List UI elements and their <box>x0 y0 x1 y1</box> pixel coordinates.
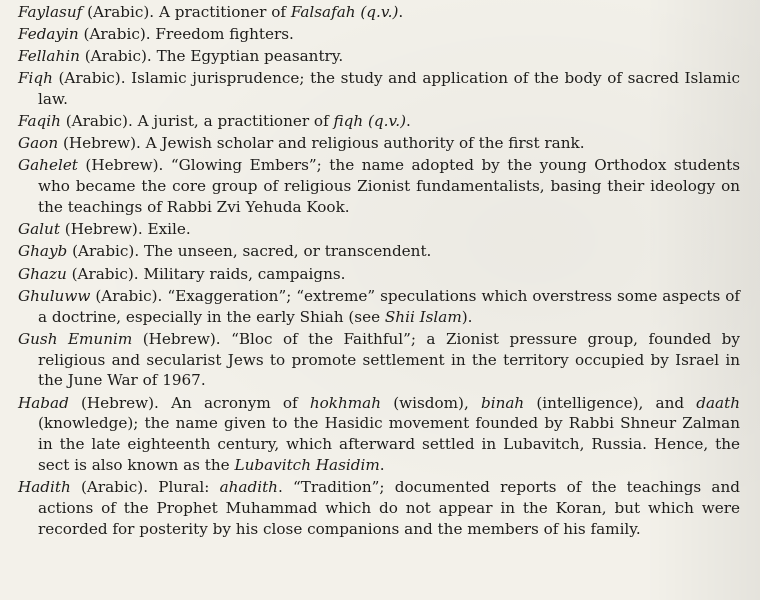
glossary-definition-text: “Exaggeration”; “extreme” speculations which overstress some aspects of a doctrine, especially in the early Shiah (see <box>38 286 741 326</box>
glossary-definition-text: “Glowing Embers”; the name adopted by the young Orthodox students who became the core group of religious Zionist fundamentalists, basing their ideology on the teachings of Rabbi Zvi Yehuda Kook. <box>38 156 740 217</box>
glossary-entry <box>18 155 740 218</box>
glossary-language: (Arabic). <box>78 25 156 44</box>
glossary-definition-text: (knowledge); the name given to the Hasidic movement founded by Rabbi Shneur Zalman in the late eighteenth century, which afterward settled in Lubavitch, Russia. Hence, the sect is also known as the <box>38 414 740 475</box>
glossary-language: (Hebrew). <box>58 134 146 153</box>
glossary-term: Fedayin <box>18 25 79 44</box>
glossary-entry <box>18 393 740 477</box>
glossary-definition-text: A Jewish scholar and religious authority of the first rank. <box>145 134 585 153</box>
glossary-language: (Arabic). <box>66 264 144 283</box>
glossary-term: Ghazu <box>18 264 67 283</box>
glossary-term: Ghuluww <box>18 286 91 305</box>
glossary-definition-text: The unseen, sacred, or transcendent. <box>143 242 432 261</box>
glossary-language: (Arabic). <box>67 242 144 261</box>
glossary-definition-text: A practitioner of <box>158 3 291 21</box>
glossary-definition-text: “Bloc of the Faithful”; a Zionist pressure group, founded by religious and secularist Jews to promote settlement in the territory occupied by Israel in the June War of 1967. <box>38 329 740 390</box>
glossary-definition-text: Plural: <box>158 478 220 497</box>
glossary-term: Faqih <box>18 112 61 131</box>
glossary-entry <box>18 46 740 67</box>
glossary-entry <box>18 219 740 240</box>
glossary-term: Gush Emunim <box>18 329 133 348</box>
glossary-language: (Arabic). <box>82 3 159 21</box>
glossary-definition-text: The Egyptian peasantry. <box>156 47 344 66</box>
glossary-definition-text: An acronym of <box>171 393 310 412</box>
glossary-definition-text: . <box>406 112 411 131</box>
glossary-language: (Hebrew). <box>59 220 148 239</box>
glossary-term: Habad <box>18 393 69 412</box>
glossary-entry <box>18 329 740 392</box>
glossary-language: (Hebrew). <box>68 393 172 412</box>
glossary-entry <box>18 68 740 110</box>
glossary-language: (Arabic). <box>90 286 168 305</box>
glossary-italic-text: fiqh (q.v.) <box>333 112 406 131</box>
glossary-entry <box>18 477 740 540</box>
glossary-italic-text: daath <box>696 393 740 412</box>
glossary-italic-text: Falsafah (q.v.) <box>290 3 399 21</box>
glossary-language: (Arabic). <box>79 47 157 66</box>
glossary-definition-text: A jurist, a practitioner of <box>137 112 334 131</box>
glossary-term: Hadith <box>18 478 71 497</box>
glossary-entry <box>18 24 740 45</box>
glossary-entry <box>18 133 740 154</box>
glossary-entry <box>18 241 740 262</box>
glossary-definition-text: (intelligence), and <box>524 393 697 412</box>
glossary-term: Fiqh <box>18 69 53 88</box>
glossary-definition-text: Freedom fighters. <box>155 25 294 44</box>
glossary-term: Gahelet <box>18 156 78 175</box>
glossary-definition-text: . <box>379 456 385 475</box>
glossary-definition-text: . “Tradition”; documented reports of the teachings and actions of the Prophet Muhammad which do not appear in the Koran, but which were recorded for posterity by his close companions and the members of his family. <box>38 478 740 539</box>
glossary-language: (Arabic). <box>60 112 138 131</box>
glossary-definition-text: ). <box>461 307 473 326</box>
glossary-language: (Arabic). <box>70 478 159 497</box>
glossary-entry <box>18 286 740 328</box>
glossary-term: Faylasuf <box>18 3 83 21</box>
glossary-entry <box>18 264 740 285</box>
glossary-italic-text: binah <box>480 393 525 412</box>
glossary-definition-text: (wisdom), <box>381 393 481 412</box>
glossary-term: Ghayb <box>18 242 68 261</box>
glossary-italic-text: Shii Islam <box>384 307 462 326</box>
glossary-italic-text: Lubavitch Hasidim <box>234 456 380 475</box>
glossary-definition-text: Exile. <box>147 220 191 239</box>
glossary-definition-text: Islamic jurisprudence; the study and application of the body of sacred Islamic law. <box>38 69 741 109</box>
glossary-language: (Hebrew). <box>77 156 171 175</box>
glossary-definition-text: . <box>398 3 404 21</box>
glossary-list <box>18 2 740 541</box>
glossary-language: (Hebrew). <box>132 329 232 348</box>
glossary-italic-text: hokhmah <box>309 393 382 412</box>
glossary-term: Galut <box>18 220 60 239</box>
glossary-italic-text: ahadith <box>219 478 278 497</box>
glossary-definition-text: Military raids, campaigns. <box>143 264 346 283</box>
glossary-term: Fellahin <box>18 47 80 66</box>
glossary-entry <box>18 2 740 23</box>
glossary-entry <box>18 111 740 132</box>
glossary-language: (Arabic). <box>52 69 132 88</box>
glossary-term: Gaon <box>18 134 59 153</box>
